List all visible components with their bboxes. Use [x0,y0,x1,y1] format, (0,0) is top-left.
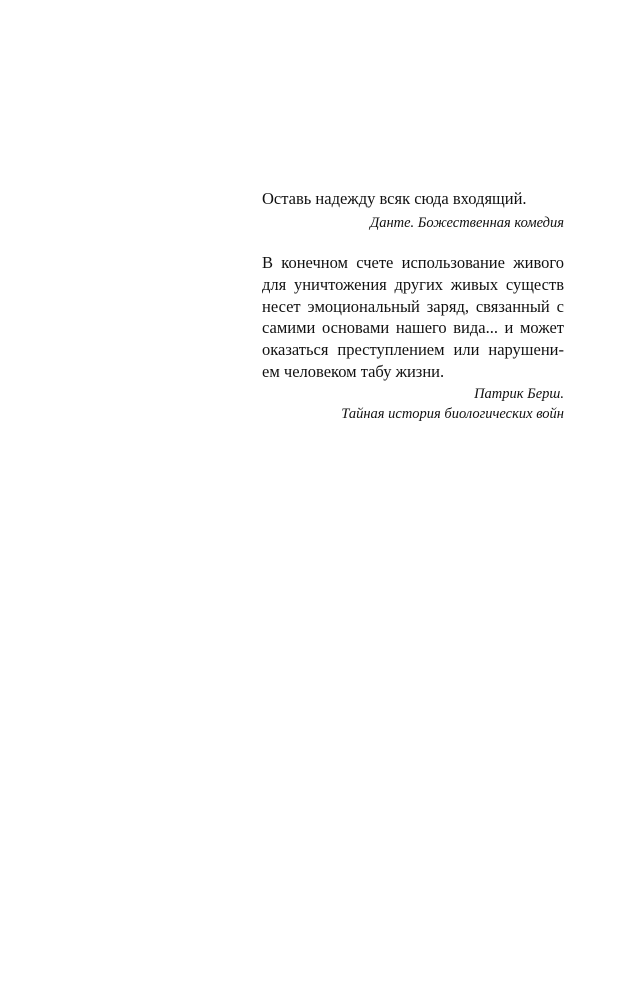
quote-line: В конечном счете использование живого [262,253,564,272]
quote-line: ем человеком табу жизни. [262,361,445,381]
quote-line: несет эмоциональный заряд, связанный с [262,296,564,316]
epigraph-author: Патрик Берш. [474,385,564,402]
quote-line: для уничтожения других живых существ [262,274,564,294]
epigraph-quote: Оставь надежду всяк сюда входящий. [262,189,527,208]
epigraph-attribution: Данте. Божественная комедия [369,215,564,231]
epigraph-source: Тайная история биологических войн [341,405,564,422]
quote-line: оказаться преступлением или нарушени- [262,340,564,360]
epigraph-quote [262,252,564,383]
quote-line: самими основами нашего вида... и может [262,318,564,338]
epigraph-bersh [262,252,564,424]
epigraph-dante [262,188,564,233]
